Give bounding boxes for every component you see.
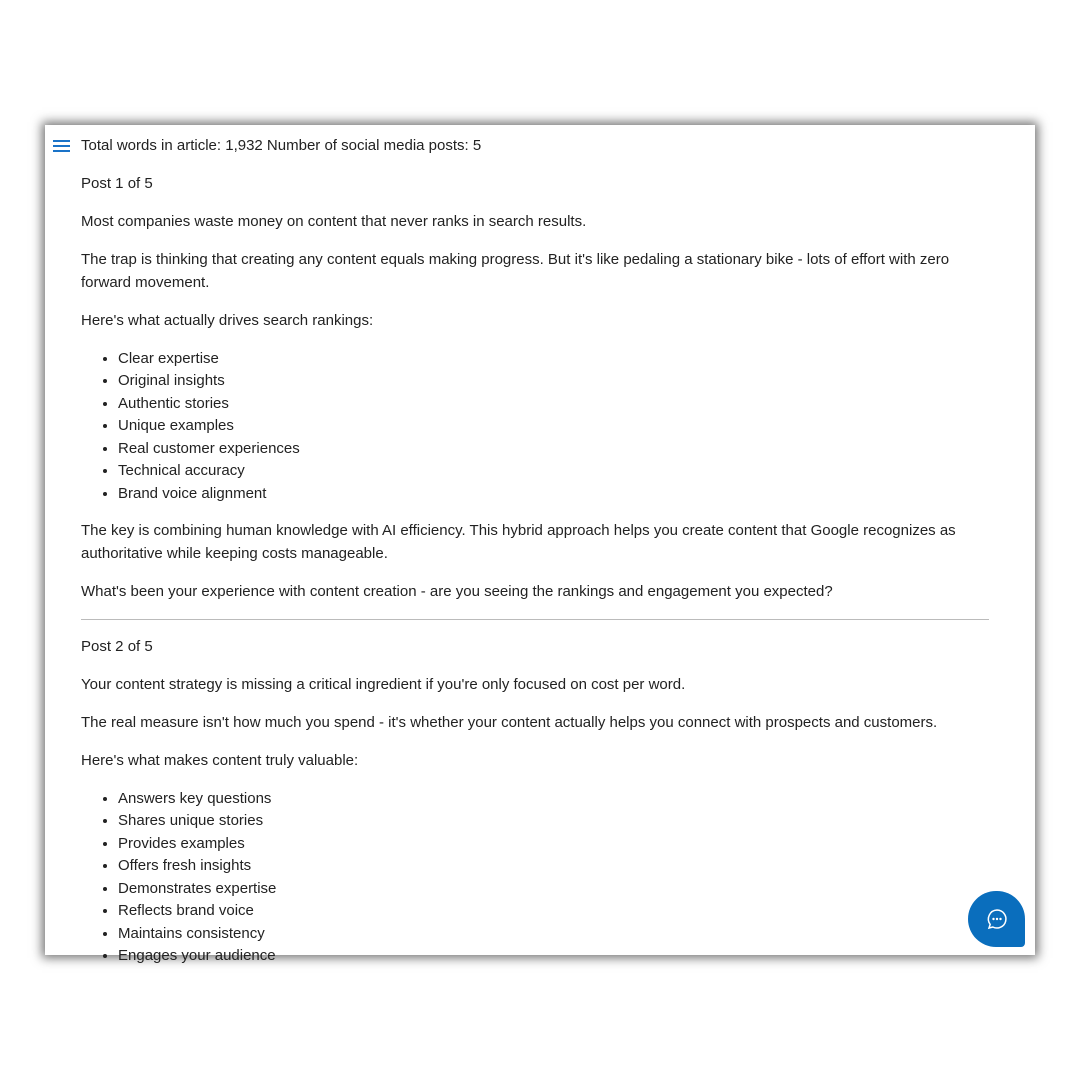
paragraph: Your content strategy is missing a critical ingredient if you're only focused on cost per word. bbox=[81, 675, 686, 693]
list-item: • Reflects brand voice bbox=[118, 900, 989, 923]
list-item: • Clear expertise bbox=[118, 348, 989, 371]
paragraph: The trap is thinking that creating any content equals making progress. But it's like pedaling a stationary bike - lots of effort with zero forward movement. bbox=[81, 251, 950, 291]
post-label: Post 1 of 5 bbox=[81, 175, 153, 192]
bullet-list bbox=[81, 788, 989, 968]
content bbox=[81, 135, 989, 983]
list-item: • Demonstrates expertise bbox=[118, 878, 989, 901]
list-item: • Authentic stories bbox=[118, 393, 989, 416]
paragraph: Here's what actually drives search rankings: bbox=[81, 311, 374, 329]
summary-text: Total words in article: 1,932 Number of social media posts: 5 bbox=[81, 137, 482, 154]
list-item: • Brand voice alignment bbox=[118, 483, 989, 506]
paragraph: The real measure isn't how much you spend - it's whether your content actually helps you connect with prospects and customers. bbox=[81, 713, 938, 731]
divider bbox=[81, 619, 989, 620]
list-item: • Technical accuracy bbox=[118, 460, 989, 483]
list-item: • Original insights bbox=[118, 370, 989, 393]
list-item: • Unique examples bbox=[118, 415, 989, 438]
paragraph: Here's what makes content truly valuable: bbox=[81, 751, 359, 769]
list-item: • Provides examples bbox=[118, 833, 989, 856]
chat-bubble-icon bbox=[986, 908, 1008, 930]
list-item: • Maintains consistency bbox=[118, 923, 989, 946]
list-item: • Answers key questions bbox=[118, 788, 989, 811]
list-item: • Engages your audience bbox=[118, 945, 989, 968]
paragraph: What's been your experience with content creation - are you seeing the rankings and engagement you expected? bbox=[81, 582, 833, 600]
list-item: • Offers fresh insights bbox=[118, 855, 989, 878]
paragraph: Most companies waste money on content that never ranks in search results. bbox=[81, 213, 587, 230]
menu-icon[interactable] bbox=[53, 140, 70, 153]
list-item: • Real customer experiences bbox=[118, 438, 989, 461]
bullet-list bbox=[81, 348, 989, 506]
paragraph: The key is combining human knowledge with AI efficiency. This hybrid approach helps you create content that Google recognizes as authoritative while keeping costs manageable. bbox=[81, 522, 956, 562]
chat-button[interactable] bbox=[968, 891, 1025, 947]
post-label: Post 2 of 5 bbox=[81, 637, 153, 655]
list-item: • Shares unique stories bbox=[118, 810, 989, 833]
output-panel bbox=[45, 125, 1035, 964]
